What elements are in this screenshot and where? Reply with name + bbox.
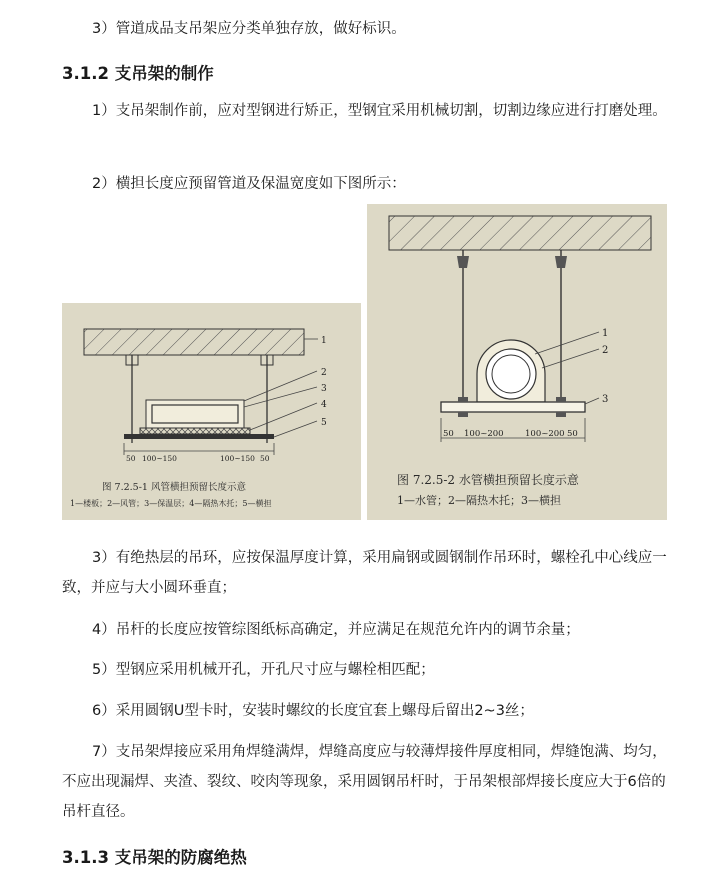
floor-slab <box>389 216 651 250</box>
section-heading-3-1-2: 3.1.2 支吊架的制作 <box>62 64 214 83</box>
callout-label: 1 <box>602 328 609 339</box>
callout-label: 4 <box>321 400 327 410</box>
dimension-label: 100~150 <box>220 454 255 463</box>
paragraph-item-4: 4）吊杆的长度应按管综图纸标高确定，并应满足在规范允许内的调节余量； <box>92 622 580 638</box>
dimension-label: 50 <box>443 429 454 439</box>
dimension-label: 50 <box>567 429 578 439</box>
dimension-label: 50 <box>260 454 270 463</box>
figure-water-pipe-hanger <box>367 204 667 520</box>
paragraph-item-5: 5）型钢应采用机械开孔，开孔尺寸应与螺栓相匹配； <box>92 662 435 678</box>
paragraph-item-7: 7）支吊架焊接应采用角焊缝满焊，焊缝高度应与较薄焊接件厚度相同，焊缝饱满、均匀，不应出现漏焊、夹渣、裂纹、咬肉等现象，采用圆钢吊杆时，于吊架根部焊接长度应大于6倍的吊杆直径。 <box>62 744 667 820</box>
figure-duct-hanger <box>62 303 361 520</box>
paragraph-item-1: 1）支吊架制作前，应对型钢进行矫正，型钢宜采用机械切割，切割边缘应进行打磨处理。 <box>92 103 667 119</box>
figure-legend: 1—楼板；2—风管；3—保温层；4—隔热木托；5—横担 <box>70 499 272 508</box>
figure-caption: 图 7.2.5-1 风管横担预留长度示意 <box>102 482 246 493</box>
callout-label: 2 <box>321 368 327 378</box>
paragraph-item-2: 2）横担长度应预留管道及保温宽度如下图所示： <box>92 176 406 192</box>
paragraph-item-6: 6）采用圆钢U型卡时，安装时螺纹的长度宜套上螺母后留出2~3丝； <box>92 703 534 719</box>
callout-label: 2 <box>602 345 609 356</box>
floor-slab <box>84 329 304 355</box>
dimension-label: 50 <box>126 454 136 463</box>
anchor-right <box>555 256 567 268</box>
callout-label: 1 <box>321 336 327 346</box>
callout-label: 5 <box>321 418 327 428</box>
crossarm <box>441 402 585 412</box>
callout-label: 3 <box>602 394 609 405</box>
wood-support <box>140 428 250 434</box>
crossarm <box>124 434 274 439</box>
anchor-left <box>457 256 469 268</box>
figure-legend: 1—水管；2—隔热木托；3—横担 <box>397 494 561 507</box>
figure-caption: 图 7.2.5-2 水管横担预留长度示意 <box>397 473 579 487</box>
insulation-layer <box>146 400 244 428</box>
dimension-label: 100~200 <box>525 429 565 439</box>
callout-label: 3 <box>321 384 327 394</box>
water-pipe <box>486 349 536 399</box>
dimension-label: 100~200 <box>464 429 504 439</box>
paragraph-storage: 3）管道成品支吊架应分类单独存放，做好标识。 <box>92 21 406 37</box>
paragraph-item-3: 3）有绝热层的吊环，应按保温厚度计算，采用扁钢或圆钢制作吊环时，螺栓孔中心线应一致，并应与大小圆环垂直； <box>62 550 667 596</box>
section-heading-3-1-3: 3.1.3 支吊架的防腐绝热 <box>62 848 247 867</box>
dimension-label: 100~150 <box>142 454 177 463</box>
